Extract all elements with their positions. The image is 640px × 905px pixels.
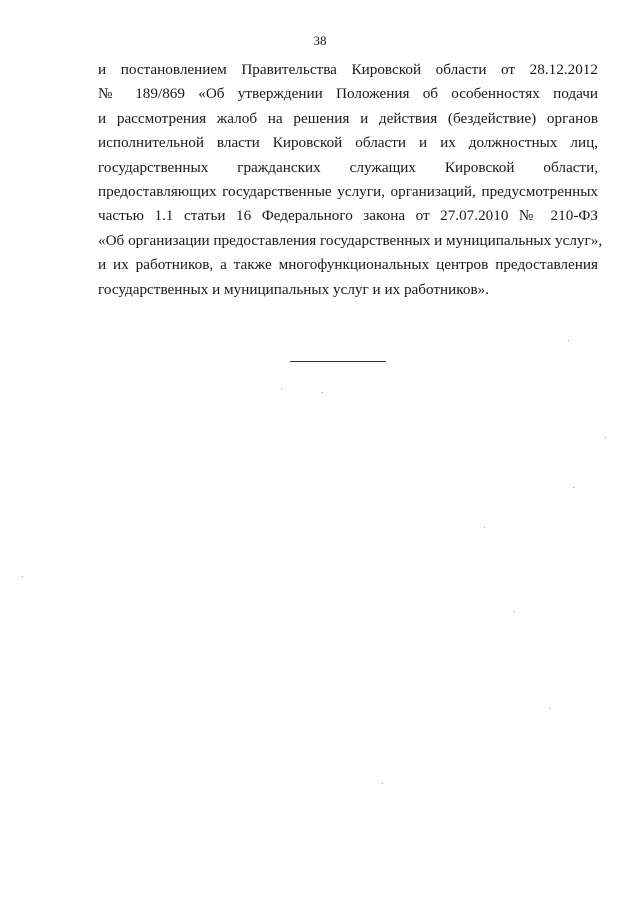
- end-of-text-divider: [290, 361, 386, 362]
- text-line: государственных и муниципальных услуг и их работников».: [98, 280, 490, 298]
- page-number: 38: [313, 33, 327, 48]
- text-line: № 189/869 «Об утверждении Положения об особенностях подачи: [98, 85, 598, 103]
- text-line: исполнительной власти Кировской области и их должностных лиц,: [98, 134, 598, 152]
- text-line: и рассмотрения жалоб на решения и действия (бездействие) органов: [98, 109, 598, 127]
- scan-speck: [322, 392, 323, 393]
- scan-speck: [549, 708, 550, 709]
- text-line: предоставляющих государственные услуги, организаций, предусмотренных: [98, 183, 598, 201]
- scan-speck: [484, 527, 485, 528]
- text-line: государственных гражданских служащих Кировской области,: [98, 158, 598, 176]
- document-paragraph: [98, 58, 603, 302]
- text-line: «Об организации предоставления государственных и муниципальных услуг»,: [98, 231, 603, 249]
- scan-speck: [22, 576, 23, 577]
- scan-speck: [382, 783, 383, 784]
- text-line: и постановлением Правительства Кировской области от 28.12.2012: [98, 61, 598, 78]
- scan-speck: [605, 437, 606, 438]
- scan-speck: [568, 340, 569, 341]
- scan-speck: [281, 388, 282, 389]
- scan-speck: [573, 487, 574, 488]
- text-line: частью 1.1 статьи 16 Федерального закона от 27.07.2010 № 210-ФЗ: [98, 207, 598, 225]
- text-line: и их работников, а также многофункциональных центров предоставления: [98, 256, 598, 274]
- scan-speck: [514, 611, 515, 612]
